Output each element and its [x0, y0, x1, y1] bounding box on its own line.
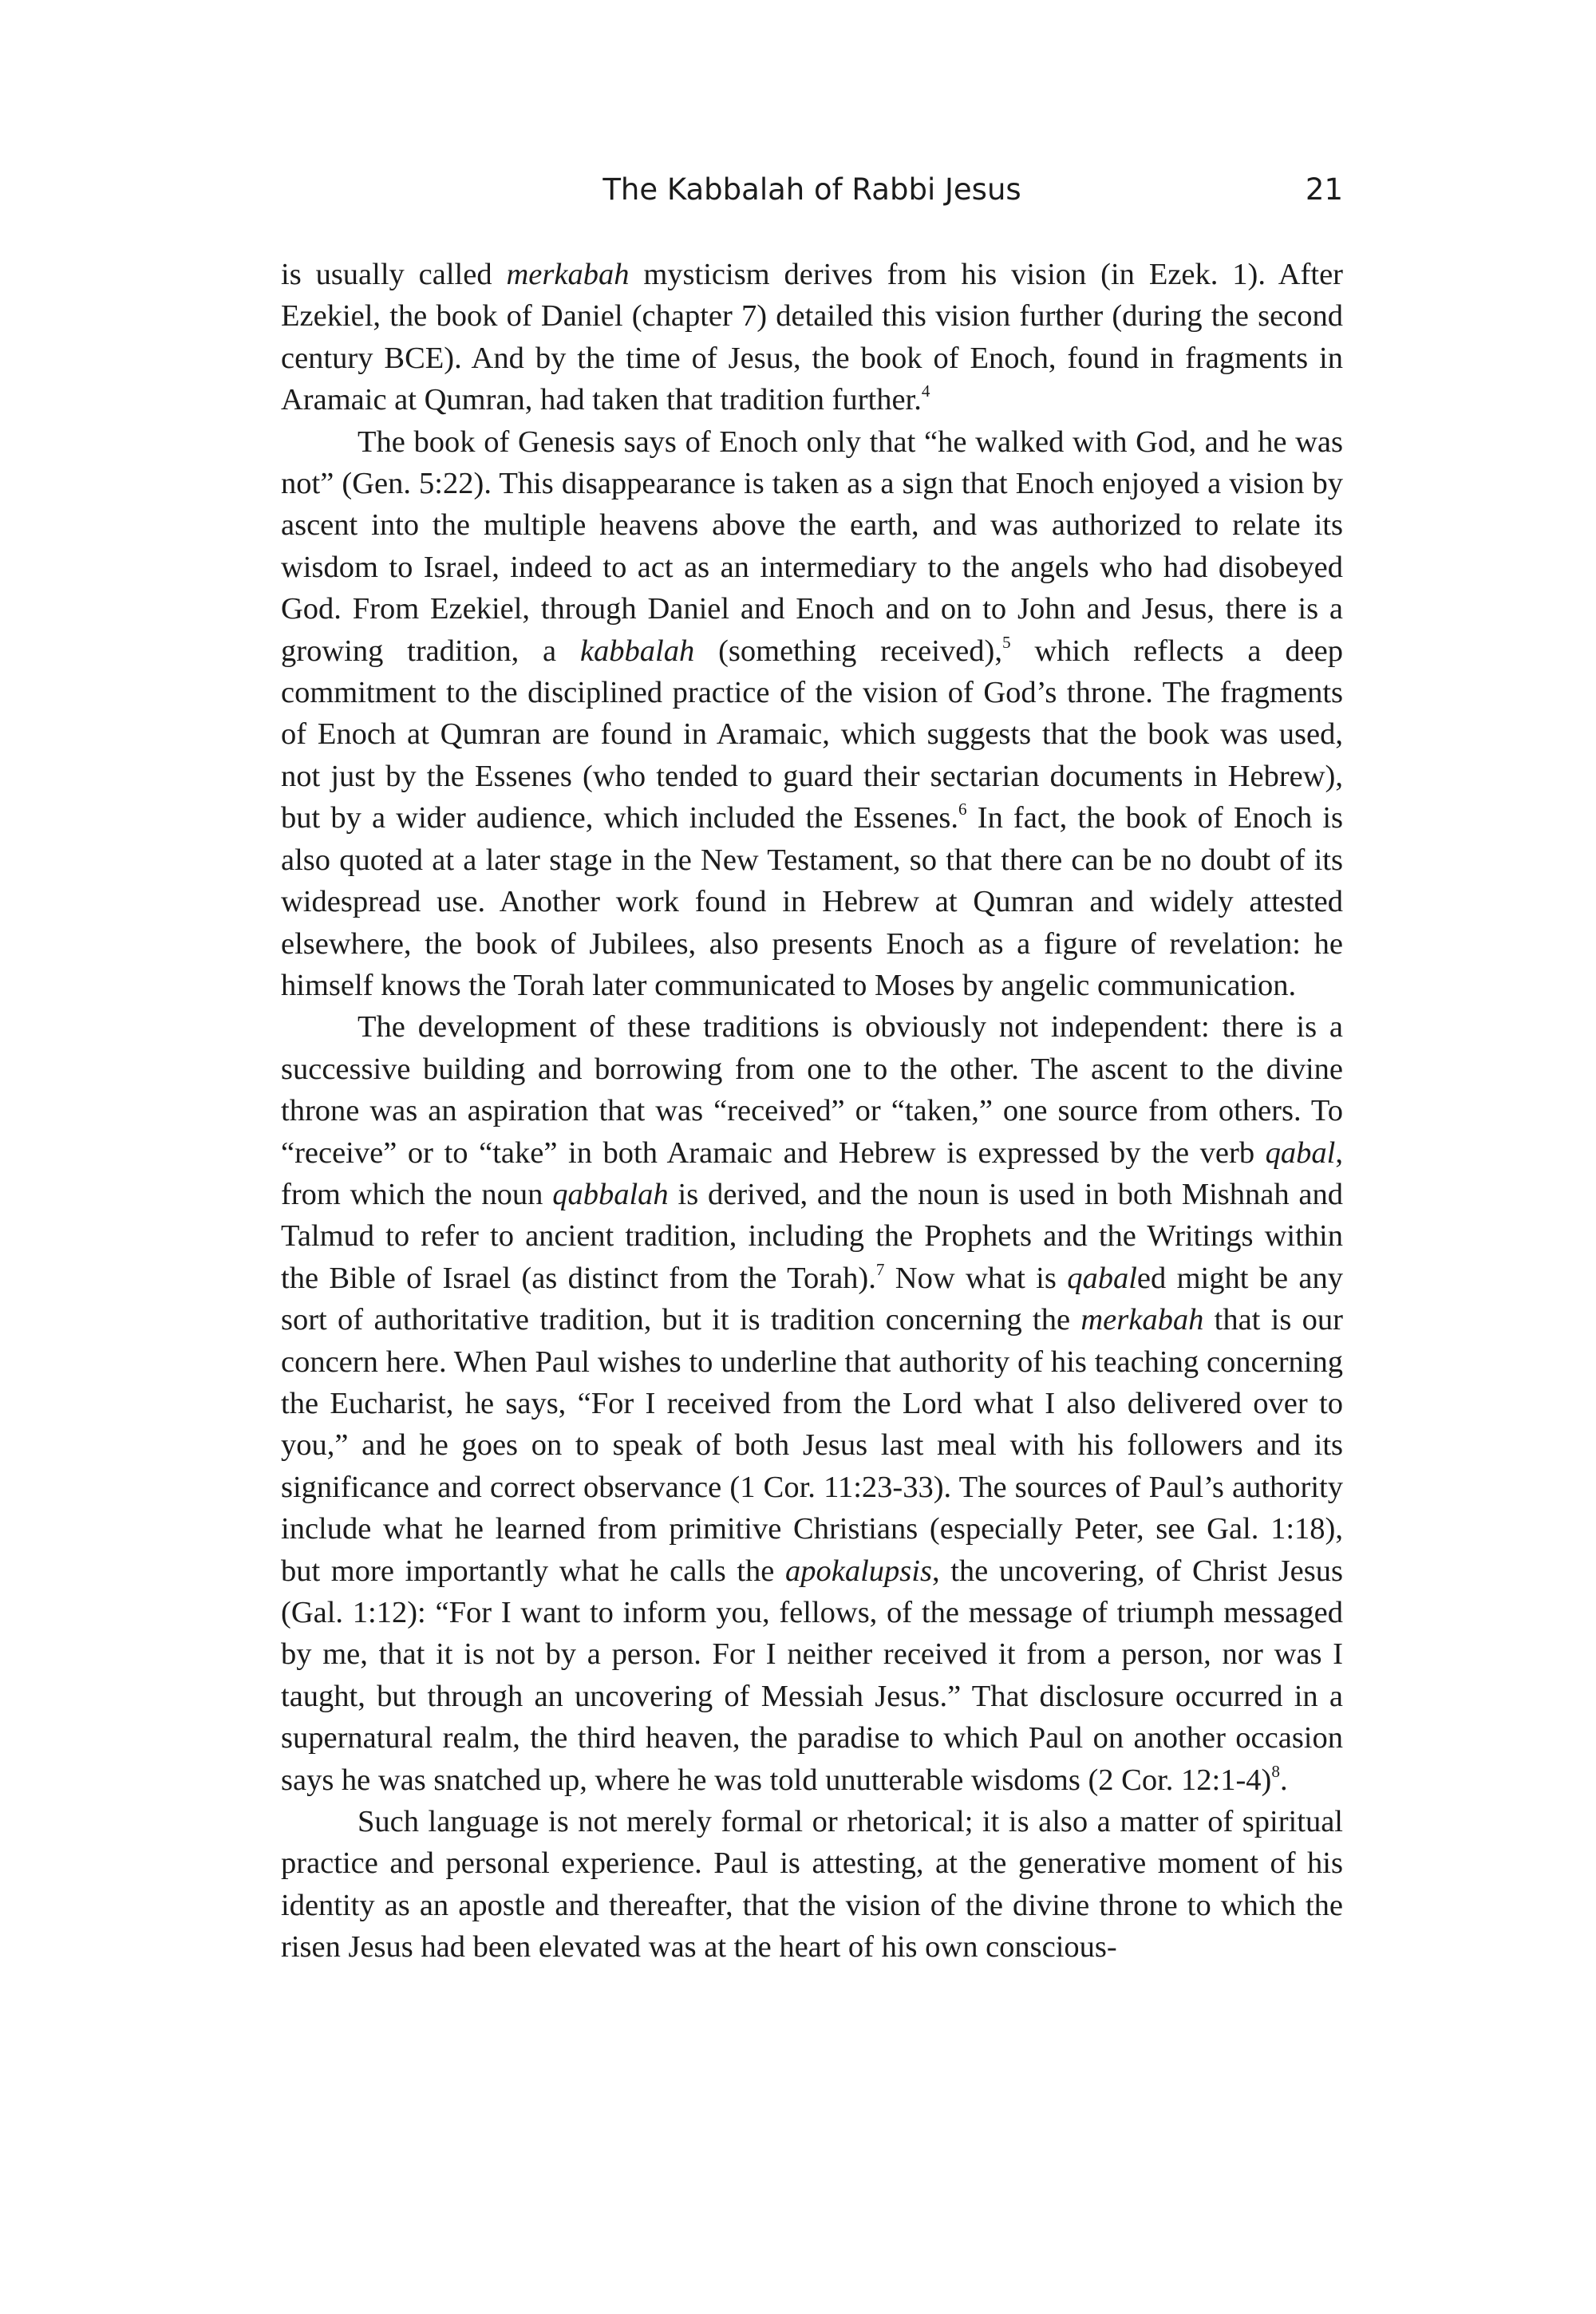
- running-head: [281, 166, 1343, 214]
- paragraph-1: [281, 254, 1343, 421]
- paragraph-4: [281, 1801, 1343, 1968]
- paragraph-3: [281, 1006, 1343, 1801]
- text-run: that is our concern here. When Paul wishes to underline that authority of his teaching concerning the Eucharist, he says, “For I received from the Lord what I also delivered over to you,” and he goes on to speak of both Jesus last meal with his followers and its significance and correct observance (1 Cor. 11:23-33). The sources of Paul’s authority include what he learned from primitive Christians (especially Peter, see Gal. 1:18), but more importantly what he calls the: [281, 1303, 1343, 1588]
- italic-term: qabal: [1067, 1261, 1137, 1295]
- footnote-ref: 4: [921, 381, 930, 401]
- text-run: which reflects a deep commitment to the disciplined practice of the vision of God’s throne. The fragments of Enoch at Qumran are found in Aramaic, which suggests that the book was used, not just by the Essenes (who tended to guard their sectarian documents in Hebrew), but by a wider audience, which included the Essenes.: [281, 634, 1343, 835]
- text-run: The development of these traditions is obviously not independent: there is a successive building and borrowing from one to the other. The ascent to the divine throne was an aspiration that was “received” or “taken,” one source from others. To “receive” or to “take” in both Aramaic and Hebrew is expressed by the verb: [281, 1010, 1343, 1170]
- body-text: [281, 254, 1343, 1968]
- text-run: , from which the noun: [281, 1135, 1343, 1211]
- italic-term: qabal: [1265, 1135, 1336, 1170]
- footnote-ref: 6: [958, 800, 967, 819]
- text-run: is derived, and the noun is used in both Mishnah and Talmud to refer to ancient tradition, including the Prophets and the Writings within the Bible of Israel (as distinct from the Torah).: [281, 1177, 1343, 1295]
- text-run: is usually called: [281, 258, 507, 291]
- text-run: (something received),: [694, 634, 1002, 668]
- text-run: Such language is not merely formal or rhetorical; it is also a matter of spiritual practice and personal experience. Paul is attesting, at the generative moment of his identity as an apostle and thereafter, that the vision of the divine throne to which the risen Jesus had been elevated was at the heart of his own conscious-: [281, 1805, 1343, 1965]
- footnote-ref: 5: [1001, 632, 1011, 652]
- italic-term: merkabah: [506, 258, 630, 291]
- paragraph-2: [281, 421, 1343, 1007]
- italic-term: qabbalah: [552, 1177, 669, 1211]
- text-run: , the uncovering, of Christ Jesus (Gal. 1:12): “For I want to inform you, fellows, of the message of triumph messaged by me, that it is not by a person. For I neither received it from a person, nor was I taught, but through an uncovering of Messiah Jesus.” That disclosure occurred in a supernatural realm, the third heaven, the paradise to which Paul on another occasion says he was snatched up, where he was told unutterable wisdoms (2 Cor. 12:1-4): [281, 1554, 1343, 1797]
- italic-term: merkabah: [1080, 1303, 1204, 1337]
- text-run: mysticism derives from his vision (in Ezek. 1). After Ezekiel, the book of Daniel (chapter 7) detailed this vision further (during the second century BCE). And by the time of Jesus, the book of Enoch, found in fragments in Aramaic at Qumran, had taken that tradition further.: [281, 258, 1343, 417]
- footnote-ref: 7: [875, 1259, 885, 1279]
- running-title: The Kabbalah of Rabbi Jesus: [602, 172, 1021, 207]
- text-run: ed might be any sort of authoritative tradition, but it is tradition concerning the: [281, 1261, 1344, 1337]
- footnote-ref: 8: [1271, 1761, 1280, 1781]
- text-run: .: [1279, 1763, 1288, 1797]
- italic-term: kabbalah: [579, 634, 695, 668]
- page-number: 21: [1305, 172, 1343, 207]
- text-run: Now what is: [884, 1261, 1068, 1295]
- italic-term: apokalupsis: [785, 1554, 932, 1588]
- text-run: The book of Genesis says of Enoch only that “he walked with God, and he was not” (Gen. 5:22). This disappearance is taken as a sign that Enoch enjoyed a vision by ascent into the multiple heavens above the earth, and was authorized to relate its wisdom to Israel, indeed to act as an intermediary to the angels who had disobeyed God. From Ezekiel, through Daniel and Enoch and on to John and Jesus, there is a growing tradition, a: [281, 424, 1343, 668]
- text-run: In fact, the book of Enoch is also quoted at a later stage in the New Testament, so that there can be no doubt of its widespread use. Another work found in Hebrew at Qumran and widely attested elsewhere, the book of Jubilees, also presents Enoch as a figure of revelation: he himself knows the Torah later communicated to Moses by angelic communication.: [281, 801, 1344, 1002]
